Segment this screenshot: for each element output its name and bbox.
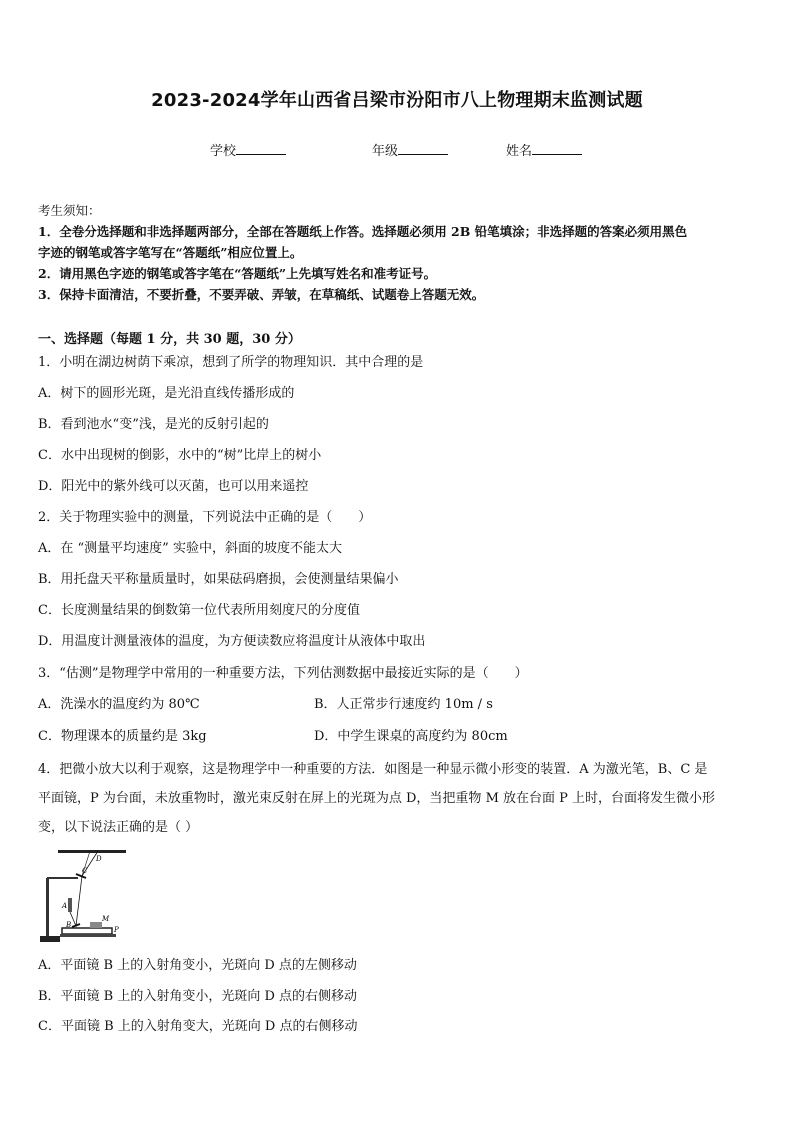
label-c: C [82, 867, 88, 875]
q3-option-c: C．物理课本的质量约是 3kg [38, 729, 207, 744]
q2-stem: 2．关于物理实验中的测量，下列说法中正确的是（ ） [38, 510, 372, 525]
stand-base [40, 936, 60, 942]
q1-stem: 1．小明在湖边树荫下乘凉，想到了所学的物理知识．其中合理的是 [38, 355, 424, 370]
label-b: B [66, 921, 72, 929]
q3-option-b: B．人正常步行速度约 10m / s [314, 697, 493, 712]
name-blank [532, 142, 582, 155]
q3-option-a: A．洗澡水的温度约为 80℃ [38, 697, 200, 712]
q4-stem [38, 755, 760, 842]
q2-option-c: C．长度测量结果的倒数第一位代表所用刻度尺的分度值 [38, 603, 360, 618]
grade-blank [398, 142, 448, 155]
grade-field [372, 140, 448, 159]
q1-option-c: C．水中出现树的倒影，水中的“树”比岸上的树小 [38, 448, 322, 463]
q2-option-b: B．用托盘天平称量质量时，如果砝码磨损，会使测量结果偏小 [38, 572, 399, 587]
grade-label: 年级 [372, 144, 399, 159]
school-field [210, 140, 286, 159]
notice-heading: 考生须知： [38, 203, 101, 218]
q3-stem: 3．“估测”是物理学中常用的一种重要方法，下列估测数据中最接近实际的是（ ） [38, 666, 528, 681]
section-title: 一、选择题（每题 1 分，共 30 题，30 分） [38, 332, 301, 347]
q1-option-d: D．阳光中的紫外线可以灭菌，也可以用来遥控 [38, 479, 309, 494]
screen-plate [58, 850, 126, 853]
name-label: 姓名 [506, 144, 533, 159]
q4-option-c: C．平面镜 B 上的入射角变大，光斑向 D 点的右侧移动 [38, 1019, 358, 1034]
notice-line-1a: 1．全卷分选择题和非选择题两部分，全部在答题纸上作答。选择题必须用 2B 铅笔填涂；非选择题的答案必须用黑色 [38, 224, 688, 239]
q4-apparatus-figure [38, 848, 128, 948]
laser-beam [70, 851, 98, 926]
notice-line-3: 3．保持卡面清洁，不要折叠，不要弄破、弄皱，在草稿纸、试题卷上答题无效。 [38, 287, 485, 302]
notice-line-2: 2．请用黑色字迹的钢笔或答字笔在“答题纸”上先填写姓名和准考证号。 [38, 266, 437, 281]
q2-option-d: D．用温度计测量液体的温度，为方便读数应将温度计从液体中取出 [38, 634, 426, 649]
table-base [60, 934, 116, 937]
weight-m [90, 922, 102, 928]
notice-block [38, 200, 758, 305]
q4-stem-line-2: 平面镜，P 为台面，未放重物时，激光束反射在屏上的光斑为点 D，当把重物 M 放在台面 P 上时，台面将发生微小形 [38, 791, 716, 806]
label-p: P [114, 926, 119, 934]
q4-stem-line-3: 变，以下说法正确的是（ ） [38, 820, 199, 835]
name-field [506, 140, 582, 159]
label-d: D [96, 855, 102, 863]
stand-pole [46, 878, 49, 938]
q2-option-a: A．在 “测量平均速度” 实验中，斜面的坡度不能太大 [38, 541, 342, 556]
q3-option-d: D．中学生课桌的高度约为 80cm [314, 729, 508, 744]
page-title: 2023-2024学年山西省吕梁市汾阳市八上物理期末监测试题 [151, 90, 643, 111]
label-a: A [62, 902, 68, 910]
school-blank [236, 142, 286, 155]
q1-option-b: B．看到池水“变”浅，是光的反射引起的 [38, 417, 269, 432]
notice-line-1b: 字迹的钢笔或答字笔写在“答题纸”相应位置上。 [38, 245, 303, 260]
q4-option-b: B．平面镜 B 上的入射角变小，光斑向 D 点的右侧移动 [38, 989, 358, 1004]
q4-option-a: A．平面镜 B 上的入射角变小，光斑向 D 点的左侧移动 [38, 958, 357, 973]
laser-pen [68, 898, 72, 912]
q1-option-a: A．树下的圆形光斑，是光沿直线传播形成的 [38, 386, 295, 401]
school-label: 学校 [210, 144, 237, 159]
label-m: M [102, 915, 110, 923]
q4-stem-line-1: 4．把微小放大以利于观察，这是物理学中一种重要的方法．如图是一种显示微小形变的装置．A 为激光笔，B、C 是 [38, 762, 708, 777]
